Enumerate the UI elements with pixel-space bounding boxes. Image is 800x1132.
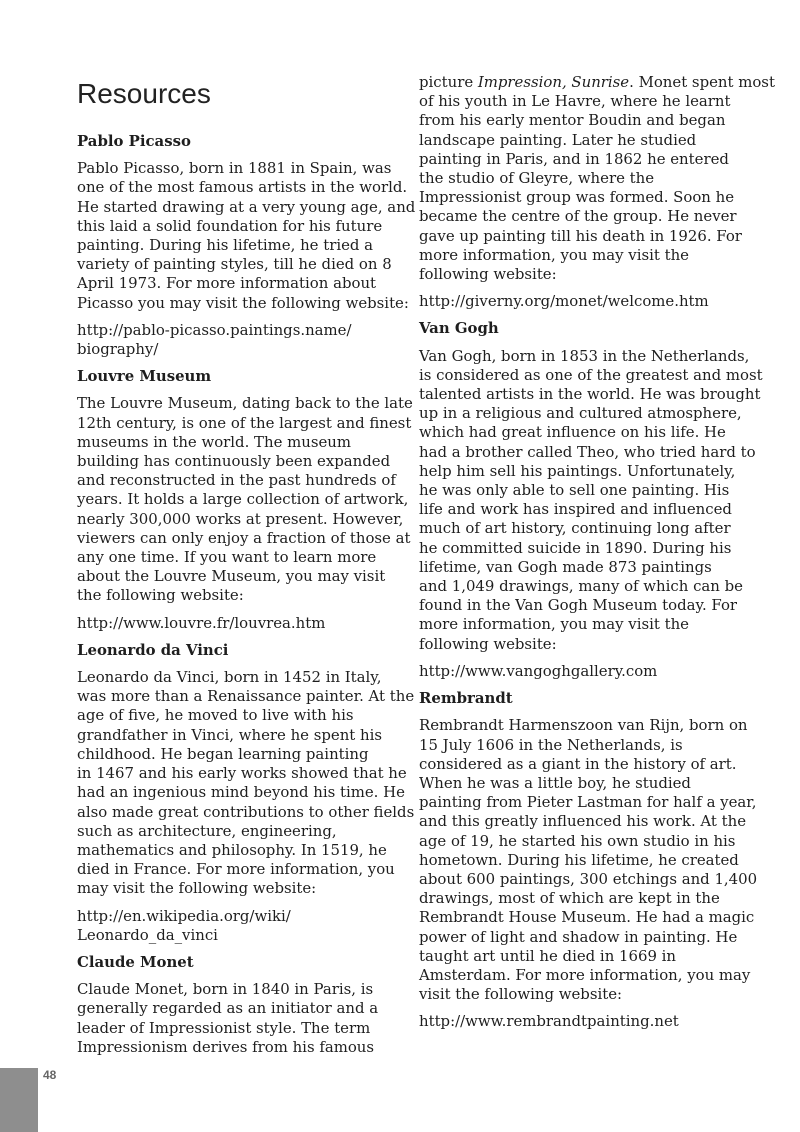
url-line: http://www.rembrandtpainting.net <box>419 1012 679 1031</box>
url-line: Leonardo_da_vinci <box>77 925 218 944</box>
body-line: the studio of Gleyre, where the <box>419 169 655 188</box>
section-body-vangogh <box>419 346 763 654</box>
section-heading-picasso: Pablo Picasso <box>77 132 191 150</box>
body-line: such as architecture, engineering, <box>77 821 337 840</box>
url-line: biography/ <box>77 340 159 359</box>
body-line: Picasso you may visit the following website: <box>77 293 409 312</box>
section-body-picasso <box>77 159 416 313</box>
body-line: lifetime, van Gogh made 873 paintings <box>419 557 712 576</box>
body-line: life and work has inspired and influenced <box>419 500 732 519</box>
left-column <box>77 132 416 1065</box>
body-line: one of the most famous artists in the world. <box>77 178 408 197</box>
body-line: the following website: <box>77 586 244 605</box>
body-line: following website: <box>419 265 557 284</box>
body-line: childhood. He began learning painting <box>77 744 369 763</box>
website-url-monet <box>419 292 745 311</box>
body-line: 15 July 1606 in the Netherlands, is <box>419 735 683 754</box>
section-heading-rembrandt: Rembrandt <box>419 689 513 708</box>
body-line: Claude Monet, born in 1840 in Paris, is <box>77 980 374 999</box>
body-line: and 1,049 drawings, many of which can be <box>419 577 743 596</box>
body-line: died in France. For more information, you <box>77 860 395 879</box>
body-line: painting in Paris, and in 1862 he entered <box>419 149 729 168</box>
body-line: talented artists in the world. He was brought <box>419 385 761 404</box>
body-line: Impressionist group was formed. Soon he <box>419 188 735 207</box>
url-line: http://www.louvre.fr/louvrea.htm <box>77 613 326 632</box>
body-line: he was only able to sell one painting. His <box>419 481 730 500</box>
body-line <box>419 73 775 92</box>
url-line: http://en.wikipedia.org/wiki/ <box>77 906 291 925</box>
body-line: visit the following website: <box>419 985 623 1004</box>
website-url-picasso <box>77 321 395 359</box>
body-line: which had great influence on his life. He <box>419 423 726 442</box>
body-line: Leonardo da Vinci, born in 1452 in Italy, <box>77 668 382 687</box>
body-line: more information, you may visit the <box>419 615 689 634</box>
body-line: April 1973. For more information about <box>77 274 377 293</box>
body-line: in 1467 and his early works showed that he <box>77 764 407 783</box>
body-line: any one time. If you want to learn more <box>77 548 377 567</box>
body-line: had an ingenious mind beyond his time. He <box>77 783 405 802</box>
page-edge-tab <box>0 1068 38 1132</box>
body-line: leader of Impressionist style. The term <box>77 1018 371 1037</box>
body-line: Rembrandt Harmenszoon van Rijn, born on <box>419 716 748 735</box>
body-line: painting from Pieter Lastman for half a year, <box>419 793 757 812</box>
body-line: following website: <box>419 634 557 653</box>
body-line: 12th century, is one of the largest and finest <box>77 413 412 432</box>
body-line: landscape painting. Later he studied <box>419 130 697 149</box>
body-line: Amsterdam. For more information, you may <box>419 965 751 984</box>
section-body-rembrandt <box>419 716 758 1004</box>
body-line: was more than a Renaissance painter. At the <box>77 687 415 706</box>
body-line: help him sell his paintings. Unfortunately, <box>419 461 736 480</box>
body-line: is considered as one of the greatest and most <box>419 365 763 384</box>
body-line: up in a religious and cultured atmosphere, <box>419 404 742 423</box>
section-heading-vangogh: Van Gogh <box>419 319 499 338</box>
body-line: nearly 300,000 works at present. However, <box>77 509 404 528</box>
body-line: grandfather in Vinci, where he spent his <box>77 725 383 744</box>
body-line: and reconstructed in the past hundreds of <box>77 471 396 490</box>
body-line: he committed suicide in 1890. During his <box>419 538 732 557</box>
body-line: of his youth in Le Havre, where he learnt <box>419 92 731 111</box>
body-line: He started drawing at a very young age, and <box>77 197 416 216</box>
body-line: age of 19, he started his own studio in his <box>419 831 736 850</box>
body-line: generally regarded as an initiator and a <box>77 999 379 1018</box>
body-line: had a brother called Theo, who tried hard to <box>419 442 756 461</box>
body-line: mathematics and philosophy. In 1519, he <box>77 840 387 859</box>
body-line: power of light and shadow in painting. He <box>419 927 738 946</box>
section-body-monet-start <box>77 980 395 1057</box>
body-line: may visit the following website: <box>77 879 317 898</box>
body-line: Rembrandt House Museum. He had a magic <box>419 908 755 927</box>
painting-title: Impression, Sunrise <box>477 73 630 91</box>
body-line: building has continuously been expanded <box>77 452 391 471</box>
body-line: taught art until he died in 1669 in <box>419 946 677 965</box>
body-line: about the Louvre Museum, you may visit <box>77 567 386 586</box>
body-line: more information, you may visit the <box>419 245 689 264</box>
section-body-monet-continued <box>419 73 775 284</box>
body-line: about 600 paintings, 300 etchings and 1,400 <box>419 869 758 888</box>
body-line: museums in the world. The museum <box>77 432 351 451</box>
body-line: viewers can only enjoy a fraction of those at <box>77 528 411 547</box>
right-column <box>419 73 775 1040</box>
website-url-louvre <box>77 614 395 633</box>
body-line: drawings, most of which are kept in the <box>419 889 720 908</box>
page-title: Resources <box>77 78 211 109</box>
body-line: Impressionism derives from his famous <box>77 1037 375 1056</box>
body-line: The Louvre Museum, dating back to the late <box>77 394 413 413</box>
body-line: found in the Van Gogh Museum today. For <box>419 596 738 615</box>
body-line: from his early mentor Boudin and began <box>419 111 726 130</box>
body-line: and this greatly influenced his work. At the <box>419 812 747 831</box>
body-line: age of five, he moved to live with his <box>77 706 354 725</box>
body-line: much of art history, continuing long after <box>419 519 731 538</box>
website-url-davinci <box>77 907 395 945</box>
page-number: 48 <box>43 1068 57 1082</box>
continuation-prefix: picture <box>419 73 478 91</box>
url-line: http://pablo-picasso.paintings.name/ <box>77 320 352 339</box>
body-line: considered as a giant in the history of art. <box>419 754 737 773</box>
body-line: When he was a little boy, he studied <box>419 773 691 792</box>
body-line: hometown. During his lifetime, he created <box>419 850 739 869</box>
website-url-rembrandt <box>419 1012 745 1031</box>
section-body-davinci <box>77 668 415 898</box>
website-url-vangogh <box>419 662 745 681</box>
body-line: Van Gogh, born in 1853 in the Netherlands, <box>419 346 750 365</box>
body-line: painting. During his lifetime, he tried a <box>77 236 374 255</box>
body-line: became the centre of the group. He never <box>419 207 737 226</box>
section-heading-monet: Claude Monet <box>77 952 194 971</box>
url-line: http://www.vangoghgallery.com <box>419 661 658 680</box>
section-body-louvre <box>77 394 413 605</box>
section-heading-davinci: Leonardo da Vinci <box>77 640 229 659</box>
body-line: gave up painting till his death in 1926. For <box>419 226 742 245</box>
body-line: Pablo Picasso, born in 1881 in Spain, was <box>77 159 392 178</box>
body-line: variety of painting styles, till he died on 8 <box>77 255 392 274</box>
section-heading-louvre: Louvre Museum <box>77 367 212 386</box>
body-line: years. It holds a large collection of artwork, <box>77 490 409 509</box>
url-line: http://giverny.org/monet/welcome.htm <box>419 292 709 311</box>
body-line: this laid a solid foundation for his future <box>77 216 383 235</box>
body-line: also made great contributions to other fields <box>77 802 415 821</box>
continuation-suffix: . Monet spent most <box>629 73 775 91</box>
